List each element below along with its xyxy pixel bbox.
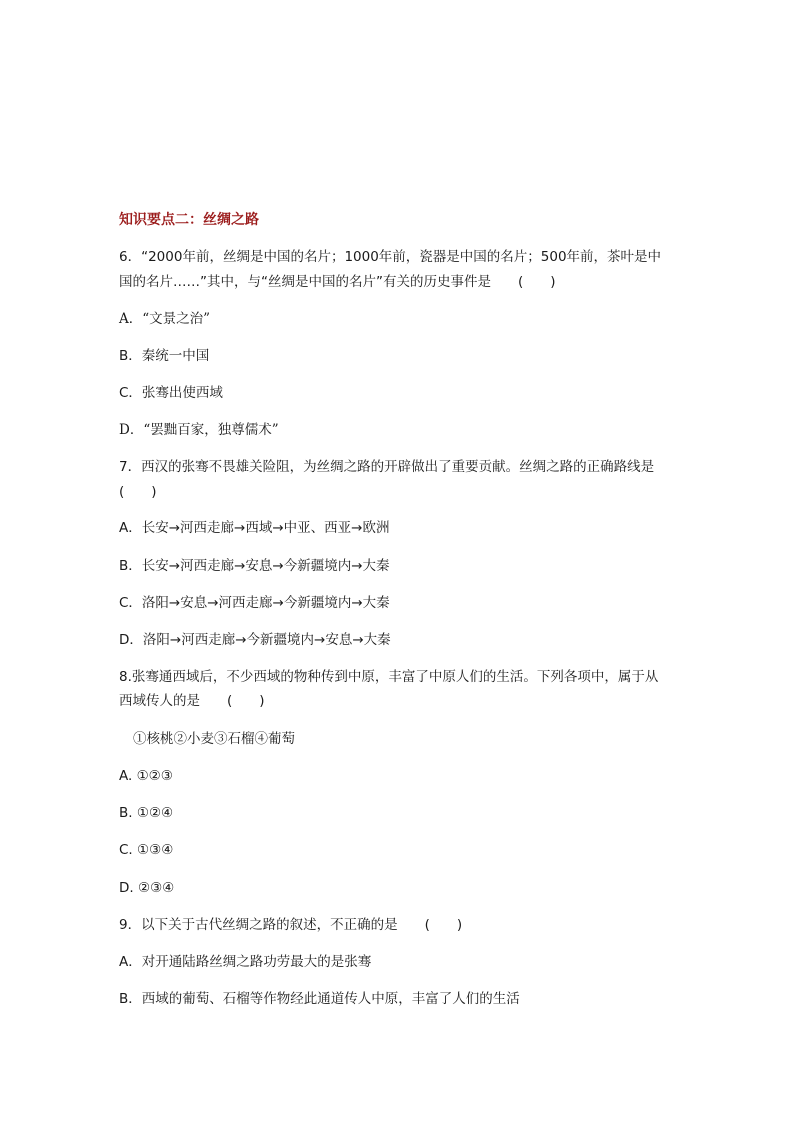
- question-8-items: ①核桃②小麦③石榴④葡萄: [133, 731, 295, 747]
- question-8-stem-line-2: 西域传人的是 ( ): [119, 693, 265, 709]
- section-title: 知识要点二：丝绸之路: [119, 212, 259, 228]
- question-7-option-d: D．洛阳→河西走廊→今新疆境内→安息→大秦: [119, 632, 391, 648]
- question-9-stem-line-1: 9．以下关于古代丝绸之路的叙述，不正确的是 ( ): [119, 917, 463, 933]
- question-7-option-b: B．长安→河西走廊→安息→今新疆境内→大秦: [119, 558, 390, 574]
- question-6-option-b: B．秦统一中国: [119, 348, 210, 364]
- question-7-option-a: A．长安→河西走廊→西域→中亚、西亚→欧洲: [119, 520, 390, 536]
- question-7-stem-line-2: ( ): [119, 484, 157, 500]
- question-7-option-c: C．洛阳→安息→河西走廊→今新疆境内→大秦: [119, 595, 390, 611]
- question-8-option-a: A. ①②③: [119, 768, 173, 784]
- question-6-option-d: D．“罢黜百家，独尊儒术”: [119, 422, 279, 438]
- question-9-option-a: A．对开通陆路丝绸之路功劳最大的是张骞: [119, 954, 372, 970]
- question-6-stem-line-1: 6．“2000年前，丝绸是中国的名片；1000年前，瓷器是中国的名片；500年前，茶叶是中: [119, 249, 662, 265]
- question-6-stem-line-2: 国的名片……”其中，与“丝绸是中国的名片”有关的历史事件是 ( ): [119, 274, 556, 290]
- question-8-option-d: D. ②③④: [119, 880, 175, 896]
- question-8-stem-line-1: 8.张骞通西域后，不少西域的物种传到中原，丰富了中原人们的生活。下列各项中，属于从: [119, 669, 659, 685]
- question-9-option-b: B．西域的葡萄、石榴等作物经此通道传人中原，丰富了人们的生活: [119, 991, 520, 1007]
- question-7-stem-line-1: 7．西汉的张骞不畏雄关险阻，为丝绸之路的开辟做出了重要贡献。丝绸之路的正确路线是: [119, 459, 655, 475]
- question-6-option-c: C．张骞出使西域: [119, 385, 223, 401]
- question-6-option-a: A．“文景之治”: [119, 311, 211, 327]
- question-8-option-c: C. ①③④: [119, 842, 174, 858]
- question-8-option-b: B. ①②④: [119, 805, 174, 821]
